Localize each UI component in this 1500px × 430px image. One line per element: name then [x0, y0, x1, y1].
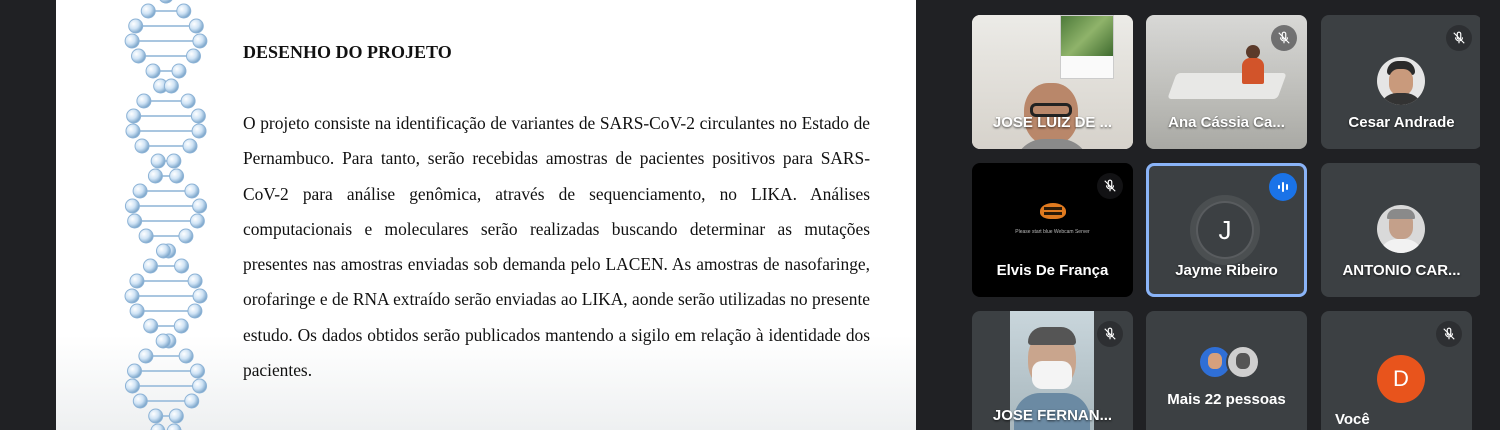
dna-node: [151, 154, 165, 168]
participant-name: Cesar Andrade: [1348, 114, 1455, 131]
dna-node: [167, 154, 181, 168]
participant-name: Elvis De França: [996, 262, 1109, 279]
participant-tile[interactable]: [1321, 15, 1482, 149]
mic-off-icon: [1436, 321, 1462, 347]
dna-node: [183, 139, 197, 153]
avatar-initial: J: [1218, 214, 1232, 245]
avatar: [1226, 345, 1260, 379]
participant-video-person: [1014, 77, 1090, 149]
mic-off-icon: [1446, 25, 1472, 51]
participant-name: Você: [1335, 411, 1370, 428]
participant-tile[interactable]: [972, 15, 1133, 149]
mic-off-icon: [1097, 321, 1123, 347]
dna-helix-decoration: [96, 0, 236, 430]
dna-node: [169, 409, 183, 423]
dna-node: [174, 319, 188, 333]
mic-off-icon: [1097, 173, 1123, 199]
dna-node: [193, 34, 207, 48]
dna-node: [128, 214, 142, 228]
dna-node: [192, 124, 206, 138]
dna-node: [129, 19, 143, 33]
dna-node: [139, 349, 153, 363]
dna-node: [125, 34, 139, 48]
office-table: [1167, 73, 1286, 99]
avatar: [1377, 205, 1425, 253]
slide-body-text: O projeto consiste na identificação de variantes de SARS-CoV-2 circulantes no Estado de Pernambuco. Para tanto, serão recebidas amostras de pacientes positivos para SARS-CoV-2 para análise genômica, através de sequenciamento, no LIKA. Análises computacionais e moleculares serão realizadas buscando determinar as mutações presentes nas amostras enviadas sob demanda pelo LACEN. As amostras de nasofaringe, orofaringe e de RNA extraído serão enviadas ao LIKA, aonde serão utilizadas no presente estudo. Os dados obtidos serão publicados mantendo a sigilo em relação à identidade dos pacientes.: [243, 113, 870, 381]
participant-tile[interactable]: [1321, 163, 1482, 297]
dna-node: [148, 169, 162, 183]
dna-node: [133, 184, 147, 198]
avatar: [1377, 355, 1425, 403]
presentation-slide: [56, 0, 916, 430]
participant-tile-active-speaker[interactable]: [1146, 163, 1307, 297]
dna-node: [185, 184, 199, 198]
dna-node: [175, 259, 189, 273]
dna-node: [141, 4, 155, 18]
dna-node: [125, 289, 139, 303]
participant-tile[interactable]: [972, 311, 1133, 430]
wall-calendar: [1060, 15, 1114, 79]
dna-node: [179, 229, 193, 243]
dna-node: [126, 124, 140, 138]
webcam-status-text: Please start blue Webcam Server: [1015, 229, 1090, 235]
dna-node: [186, 49, 200, 63]
participant-name: Ana Cássia Ca...: [1168, 114, 1285, 131]
dna-node: [188, 274, 202, 288]
dna-node: [156, 244, 170, 258]
dna-node: [149, 409, 163, 423]
participant-tile[interactable]: [1146, 15, 1307, 149]
dna-node: [133, 394, 147, 408]
dna-node: [146, 64, 160, 78]
dna-node: [125, 379, 139, 393]
dna-node: [170, 169, 184, 183]
dna-node: [193, 199, 207, 213]
dna-node: [159, 0, 173, 3]
dna-node: [181, 94, 195, 108]
dna-node: [137, 94, 151, 108]
participant-name: JOSE FERNAN...: [992, 407, 1113, 424]
dna-node: [151, 424, 165, 430]
participant-name: JOSE LUIZ DE ...: [992, 114, 1113, 131]
participant-name: Jayme Ribeiro: [1175, 262, 1278, 279]
participant-name: ANTONIO CAR...: [1342, 262, 1461, 279]
dna-node: [130, 274, 144, 288]
dna-node: [135, 139, 149, 153]
dna-node: [125, 199, 139, 213]
webcam-server-logo: [1034, 199, 1072, 221]
speaking-indicator-icon: [1269, 173, 1297, 201]
self-tile[interactable]: [1321, 311, 1472, 430]
avatar: [1196, 201, 1254, 259]
dna-node: [144, 319, 158, 333]
more-participants-label: Mais 22 pessoas: [1167, 391, 1286, 408]
dna-node: [191, 109, 205, 123]
dna-node: [185, 394, 199, 408]
dna-node: [128, 364, 142, 378]
dna-node: [193, 289, 207, 303]
dna-node: [130, 304, 144, 318]
dna-node: [143, 259, 157, 273]
dna-node: [190, 214, 204, 228]
dna-node: [177, 4, 191, 18]
scrollbar[interactable]: [1480, 0, 1492, 430]
dna-node: [164, 79, 178, 93]
dna-node: [179, 349, 193, 363]
dna-node: [132, 49, 146, 63]
dna-node: [156, 334, 170, 348]
dna-node: [190, 364, 204, 378]
dna-node: [139, 229, 153, 243]
dna-node: [127, 109, 141, 123]
dna-node: [172, 64, 186, 78]
dna-node: [193, 379, 207, 393]
participant-video-person: [1242, 45, 1266, 85]
avatar: [1377, 57, 1425, 105]
more-participants-tile[interactable]: [1146, 311, 1307, 430]
slide-heading: DESENHO DO PROJETO: [243, 42, 452, 62]
avatar-initial: D: [1393, 366, 1409, 391]
dna-node: [167, 424, 181, 430]
dna-node: [189, 19, 203, 33]
participant-tile[interactable]: [972, 163, 1133, 297]
dna-node: [188, 304, 202, 318]
mic-off-icon: [1271, 25, 1297, 51]
